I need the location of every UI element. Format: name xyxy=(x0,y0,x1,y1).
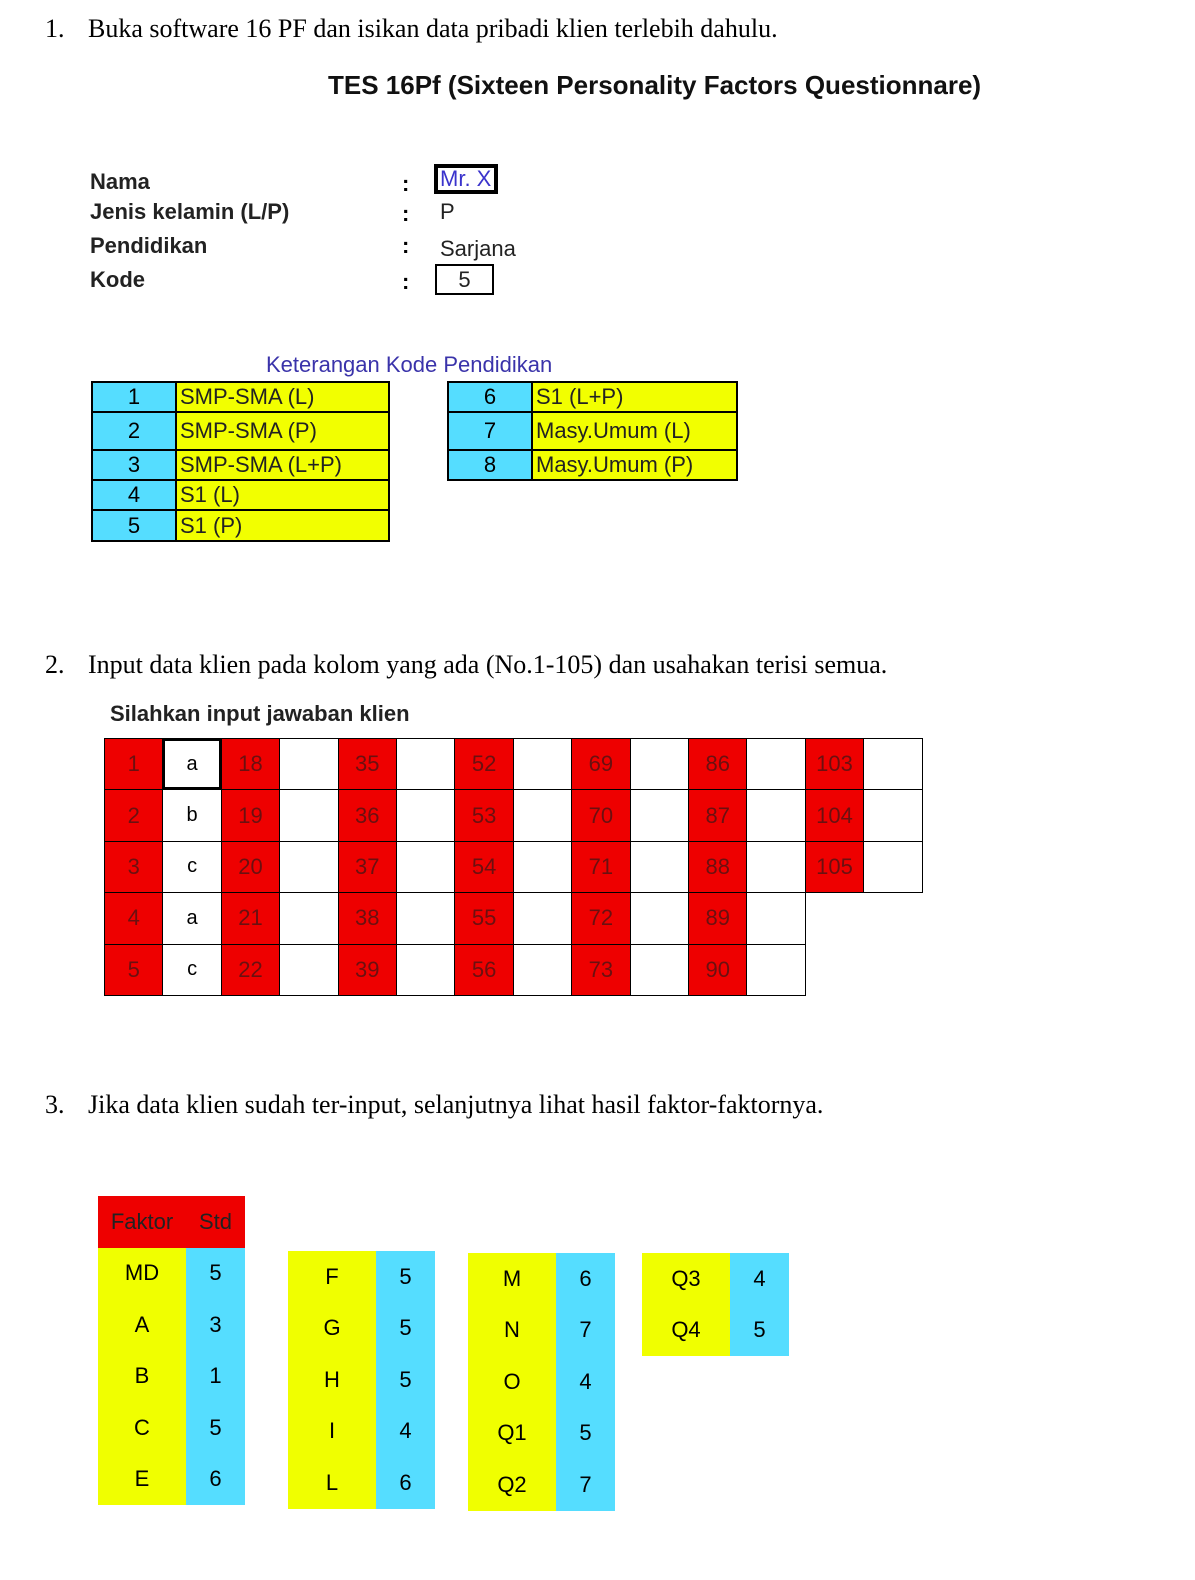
colon: : xyxy=(402,201,410,226)
colon: : xyxy=(402,233,410,258)
answer-input[interactable] xyxy=(396,841,455,893)
question-number: 70 xyxy=(571,789,630,841)
factor-row xyxy=(468,1305,615,1357)
code-number: 3 xyxy=(92,450,176,480)
code-row xyxy=(92,382,389,412)
factor-header-label: Faktor xyxy=(98,1196,186,1248)
answers-title: Silahkan input jawaban klien xyxy=(110,701,410,726)
question-number: 73 xyxy=(571,944,630,996)
question-number: 103 xyxy=(805,738,864,790)
factor-name: F xyxy=(288,1251,376,1303)
question-number: 37 xyxy=(338,841,397,893)
answer-input[interactable]: a xyxy=(162,892,221,944)
question-number: 90 xyxy=(688,944,747,996)
answer-input[interactable]: b xyxy=(162,789,221,841)
answer-input[interactable] xyxy=(513,738,572,790)
kode-input[interactable]: 5 xyxy=(435,264,494,295)
code-description: SMP-SMA (L+P) xyxy=(176,450,389,480)
jenis-kelamin-input[interactable]: P xyxy=(440,199,455,224)
colon: : xyxy=(402,171,410,196)
answer-input[interactable] xyxy=(746,841,805,893)
code-description: S1 (L) xyxy=(176,480,389,510)
answer-input[interactable] xyxy=(513,892,572,944)
answer-input[interactable] xyxy=(279,944,338,996)
code-number: 5 xyxy=(92,510,176,541)
factor-std-score: 4 xyxy=(556,1356,615,1408)
factor-std-score: 5 xyxy=(186,1402,245,1454)
factor-std-score: 5 xyxy=(186,1248,245,1300)
label-nama: Nama xyxy=(90,169,150,194)
question-number: 35 xyxy=(338,738,397,790)
answer-input[interactable] xyxy=(630,841,689,893)
code-row xyxy=(448,382,737,412)
answer-input[interactable] xyxy=(513,944,572,996)
factor-row xyxy=(98,1248,245,1300)
question-number: 104 xyxy=(805,789,864,841)
factor-name: A xyxy=(98,1299,186,1351)
factor-std-score: 6 xyxy=(376,1457,435,1509)
question-number: 38 xyxy=(338,892,397,944)
factor-group-1 xyxy=(98,1196,245,1505)
label-kode: Kode xyxy=(90,267,145,292)
factor-row xyxy=(642,1305,789,1357)
code-description: S1 (L+P) xyxy=(532,382,737,412)
factor-name: O xyxy=(468,1356,556,1408)
code-legend-title: Keterangan Kode Pendidikan xyxy=(266,352,553,377)
code-description: S1 (P) xyxy=(176,510,389,541)
factor-row xyxy=(288,1406,435,1458)
code-description: SMP-SMA (P) xyxy=(176,412,389,450)
answer-input[interactable] xyxy=(630,944,689,996)
colon: : xyxy=(402,269,410,294)
answer-input[interactable]: c xyxy=(162,944,221,996)
factor-name: Q4 xyxy=(642,1305,730,1357)
code-number: 8 xyxy=(448,450,532,480)
question-number: 71 xyxy=(571,841,630,893)
question-number: 5 xyxy=(104,944,163,996)
factor-std-score: 5 xyxy=(556,1408,615,1460)
std-header-label: Std xyxy=(186,1196,245,1248)
question-number: 105 xyxy=(805,841,864,893)
question-number: 2 xyxy=(104,789,163,841)
factor-name: Q3 xyxy=(642,1253,730,1305)
answer-input[interactable] xyxy=(396,944,455,996)
question-number: 53 xyxy=(454,789,513,841)
step-text: Input data klien pada kolom yang ada (No.1-105) dan usahakan terisi semua. xyxy=(88,650,888,679)
answer-input[interactable] xyxy=(279,892,338,944)
factor-row xyxy=(288,1457,435,1509)
factor-name: G xyxy=(288,1303,376,1355)
answer-input[interactable] xyxy=(396,789,455,841)
question-number: 56 xyxy=(454,944,513,996)
factor-std-score: 5 xyxy=(376,1303,435,1355)
answer-input[interactable] xyxy=(630,789,689,841)
factor-row xyxy=(642,1253,789,1305)
question-number: 52 xyxy=(454,738,513,790)
question-number: 19 xyxy=(221,789,280,841)
code-row xyxy=(448,450,737,480)
code-description: Masy.Umum (P) xyxy=(532,450,737,480)
factor-name: H xyxy=(288,1354,376,1406)
factor-group-3 xyxy=(468,1253,615,1511)
factor-header xyxy=(98,1196,245,1248)
code-number: 7 xyxy=(448,412,532,450)
factor-row xyxy=(98,1299,245,1351)
answer-input[interactable]: a xyxy=(162,738,221,790)
nama-input[interactable]: Mr. X xyxy=(434,164,498,194)
step-text: Buka software 16 PF dan isikan data pribadi klien terlebih dahulu. xyxy=(88,14,778,43)
question-number: 18 xyxy=(221,738,280,790)
code-row xyxy=(92,412,389,450)
pendidikan-input[interactable]: Sarjana xyxy=(440,236,516,261)
answer-input[interactable] xyxy=(863,738,922,790)
factor-name: MD xyxy=(98,1248,186,1300)
factor-name: M xyxy=(468,1253,556,1305)
factor-std-score: 3 xyxy=(186,1299,245,1351)
question-number: 21 xyxy=(221,892,280,944)
factor-std-score: 5 xyxy=(376,1354,435,1406)
answer-input[interactable] xyxy=(746,789,805,841)
factor-name: B xyxy=(98,1351,186,1403)
answer-input[interactable] xyxy=(396,738,455,790)
factor-std-score: 6 xyxy=(556,1253,615,1305)
factor-row xyxy=(98,1351,245,1403)
step-text: Jika data klien sudah ter-input, selanjutnya lihat hasil faktor-faktornya. xyxy=(88,1090,824,1119)
question-number: 87 xyxy=(688,789,747,841)
question-number: 86 xyxy=(688,738,747,790)
question-number: 20 xyxy=(221,841,280,893)
step-1 xyxy=(45,14,778,44)
answer-input[interactable] xyxy=(746,892,805,944)
question-number: 55 xyxy=(454,892,513,944)
factor-row xyxy=(288,1251,435,1303)
factor-std-score: 5 xyxy=(730,1305,789,1357)
factor-row xyxy=(468,1356,615,1408)
code-row xyxy=(448,412,737,450)
question-number: 39 xyxy=(338,944,397,996)
form-title: TES 16Pf (Sixteen Personality Factors Questionnare) xyxy=(328,70,982,100)
question-number: 22 xyxy=(221,944,280,996)
code-number: 1 xyxy=(92,382,176,412)
factor-row xyxy=(468,1459,615,1511)
question-number: 3 xyxy=(104,841,163,893)
answer-input[interactable] xyxy=(746,944,805,996)
answer-input[interactable] xyxy=(513,789,572,841)
step-2 xyxy=(45,650,887,680)
answer-input[interactable] xyxy=(746,738,805,790)
factor-row xyxy=(288,1303,435,1355)
code-description: Masy.Umum (L) xyxy=(532,412,737,450)
factor-std-score: 1 xyxy=(186,1351,245,1403)
question-number: 36 xyxy=(338,789,397,841)
question-number: 72 xyxy=(571,892,630,944)
factor-std-score: 7 xyxy=(556,1459,615,1511)
code-row xyxy=(92,480,389,510)
answer-input[interactable] xyxy=(630,892,689,944)
answer-input[interactable] xyxy=(863,841,922,893)
factor-std-score: 4 xyxy=(730,1253,789,1305)
step-number: 1. xyxy=(45,14,65,43)
question-number: 69 xyxy=(571,738,630,790)
factor-group-2 xyxy=(288,1251,435,1509)
step-number: 3. xyxy=(45,1090,65,1119)
answer-input[interactable] xyxy=(630,738,689,790)
code-table-right xyxy=(447,381,738,481)
code-row xyxy=(92,450,389,480)
factor-std-score: 5 xyxy=(376,1251,435,1303)
factor-row xyxy=(98,1402,245,1454)
question-number: 4 xyxy=(104,892,163,944)
factor-std-score: 7 xyxy=(556,1305,615,1357)
factor-name: Q2 xyxy=(468,1459,556,1511)
factor-name: I xyxy=(288,1406,376,1458)
label-jenis-kelamin: Jenis kelamin (L/P) xyxy=(90,199,290,224)
code-description: SMP-SMA (L) xyxy=(176,382,389,412)
code-row xyxy=(92,510,389,541)
factor-group-4 xyxy=(642,1253,789,1356)
factor-row xyxy=(288,1354,435,1406)
factor-row xyxy=(468,1408,615,1460)
factor-name: E xyxy=(98,1454,186,1506)
factor-name: C xyxy=(98,1402,186,1454)
factor-row xyxy=(98,1454,245,1506)
code-number: 6 xyxy=(448,382,532,412)
answer-input[interactable] xyxy=(279,841,338,893)
factor-row xyxy=(468,1253,615,1305)
answer-input[interactable]: c xyxy=(162,841,221,893)
question-number: 54 xyxy=(454,841,513,893)
answer-input[interactable] xyxy=(396,892,455,944)
label-pendidikan: Pendidikan xyxy=(90,233,208,258)
code-number: 4 xyxy=(92,480,176,510)
question-number: 88 xyxy=(688,841,747,893)
step-number: 2. xyxy=(45,650,65,679)
code-table-left xyxy=(91,381,390,542)
answer-input[interactable] xyxy=(279,738,338,790)
factor-std-score: 4 xyxy=(376,1406,435,1458)
code-number: 2 xyxy=(92,412,176,450)
factor-name: N xyxy=(468,1305,556,1357)
factor-name: L xyxy=(288,1457,376,1509)
factor-name: Q1 xyxy=(468,1408,556,1460)
answer-input[interactable] xyxy=(279,789,338,841)
answer-input[interactable] xyxy=(513,841,572,893)
factor-std-score: 6 xyxy=(186,1454,245,1506)
step-3 xyxy=(45,1090,823,1120)
answer-input[interactable] xyxy=(863,789,922,841)
question-number: 1 xyxy=(104,738,163,790)
question-number: 89 xyxy=(688,892,747,944)
